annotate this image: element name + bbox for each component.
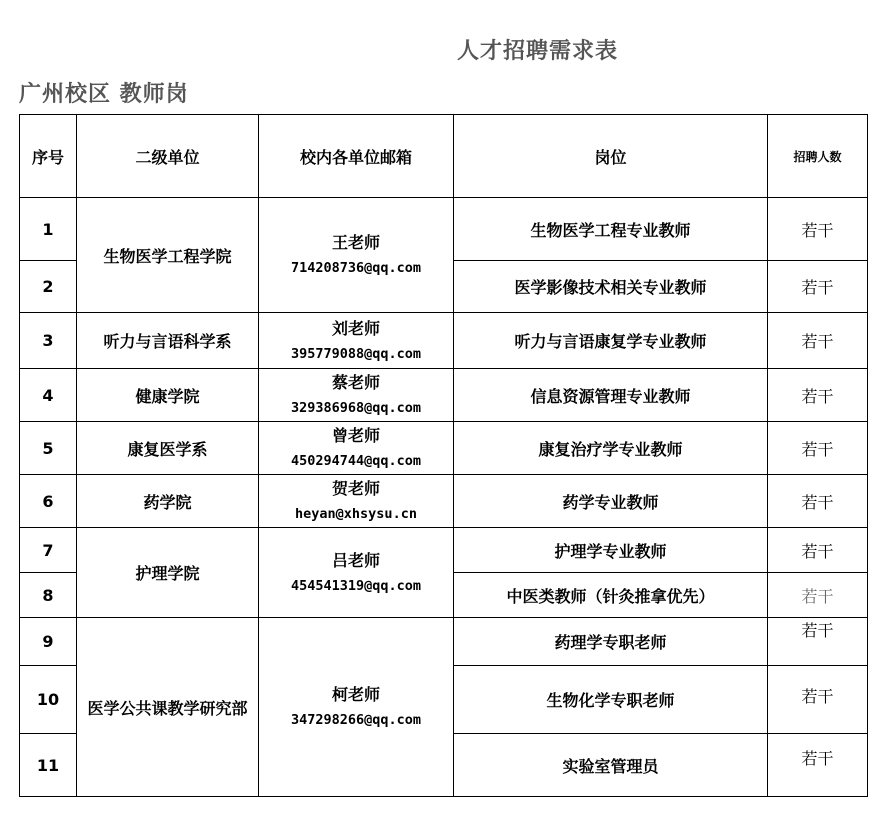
post-name: 生物化学专职老师	[454, 666, 768, 734]
unit-contact-cell	[259, 618, 454, 797]
contact-email: 347298266@qq.com	[290, 712, 422, 728]
unit-name: 医学公共课教学研究部	[77, 618, 259, 797]
row-seq: 11	[20, 734, 77, 797]
post-name: 生物医学工程专业教师	[454, 198, 768, 261]
header-count: 招聘人数	[768, 115, 868, 198]
contact-email: 450294744@qq.com	[290, 453, 422, 469]
unit-contact-cell	[259, 198, 454, 313]
recruit-count: 若干	[768, 198, 868, 261]
unit-contact-cell	[259, 422, 454, 475]
table-row	[20, 528, 868, 573]
table-row	[20, 198, 868, 261]
header-seq: 序号	[20, 115, 77, 198]
contact-email: 329386968@qq.com	[290, 400, 422, 416]
recruit-count: 若干	[768, 313, 868, 369]
header-unit: 二级单位	[77, 115, 259, 198]
row-seq: 1	[20, 198, 77, 261]
row-seq: 7	[20, 528, 77, 573]
row-seq: 9	[20, 618, 77, 666]
document-title: 人才招聘需求表	[456, 39, 618, 64]
recruit-count: 若干	[768, 261, 868, 313]
post-name: 实验室管理员	[454, 734, 768, 797]
row-seq: 6	[20, 475, 77, 528]
unit-contact-cell	[259, 528, 454, 618]
contact-name: 吕老师	[331, 550, 380, 570]
contact-name: 王老师	[331, 233, 380, 252]
recruit-count: 若干	[768, 475, 868, 528]
table-row	[20, 422, 868, 475]
unit-contact-cell	[259, 369, 454, 422]
contact-email: 454541319@qq.com	[290, 577, 422, 594]
unit-name: 生物医学工程学院	[77, 198, 259, 313]
contact-email: 714208736@qq.com	[290, 260, 422, 276]
table-row	[20, 475, 868, 528]
post-name: 护理学专业教师	[454, 528, 768, 573]
recruit-count: 若干	[768, 528, 868, 573]
table-header-row	[20, 115, 868, 198]
row-seq: 10	[20, 666, 77, 734]
header-post: 岗位	[454, 115, 768, 198]
contact-name: 柯老师	[331, 685, 380, 704]
unit-name: 听力与言语科学系	[77, 313, 259, 369]
campus-subtitle: 广州校区 教师岗	[19, 82, 189, 107]
contact-name: 贺老师	[331, 479, 380, 498]
post-name: 医学影像技术相关专业教师	[454, 261, 768, 313]
row-seq: 8	[20, 573, 77, 618]
recruit-count: 若干	[768, 369, 868, 422]
row-seq: 2	[20, 261, 77, 313]
contact-name: 曾老师	[331, 426, 380, 445]
table-row	[20, 618, 868, 666]
row-seq: 5	[20, 422, 77, 475]
unit-name: 康复医学系	[77, 422, 259, 475]
table-row	[20, 313, 868, 369]
recruit-count: 若干	[768, 734, 868, 797]
post-name: 中医类教师（针灸推拿优先）	[454, 573, 768, 618]
recruit-count: 若干	[768, 573, 868, 618]
contact-email: heyan@xhsysu.cn	[295, 506, 417, 522]
unit-name: 护理学院	[77, 528, 259, 618]
row-seq: 3	[20, 313, 77, 369]
table-row	[20, 369, 868, 422]
post-name: 听力与言语康复学专业教师	[454, 313, 768, 369]
post-name: 药学专业教师	[454, 475, 768, 528]
contact-name: 蔡老师	[331, 373, 380, 392]
unit-name: 健康学院	[77, 369, 259, 422]
post-name: 信息资源管理专业教师	[454, 369, 768, 422]
recruit-count: 若干	[768, 618, 868, 666]
post-name: 康复治疗学专业教师	[454, 422, 768, 475]
recruit-count: 若干	[768, 666, 868, 734]
unit-contact-cell	[259, 313, 454, 369]
post-name: 药理学专职老师	[454, 618, 768, 666]
recruit-count: 若干	[768, 422, 868, 475]
contact-name: 刘老师	[331, 318, 380, 338]
row-seq: 4	[20, 369, 77, 422]
contact-email: 395779088@qq.com	[290, 345, 422, 362]
recruitment-table	[19, 114, 868, 797]
unit-name: 药学院	[77, 475, 259, 528]
unit-contact-cell	[259, 475, 454, 528]
header-email: 校内各单位邮箱	[259, 115, 454, 198]
